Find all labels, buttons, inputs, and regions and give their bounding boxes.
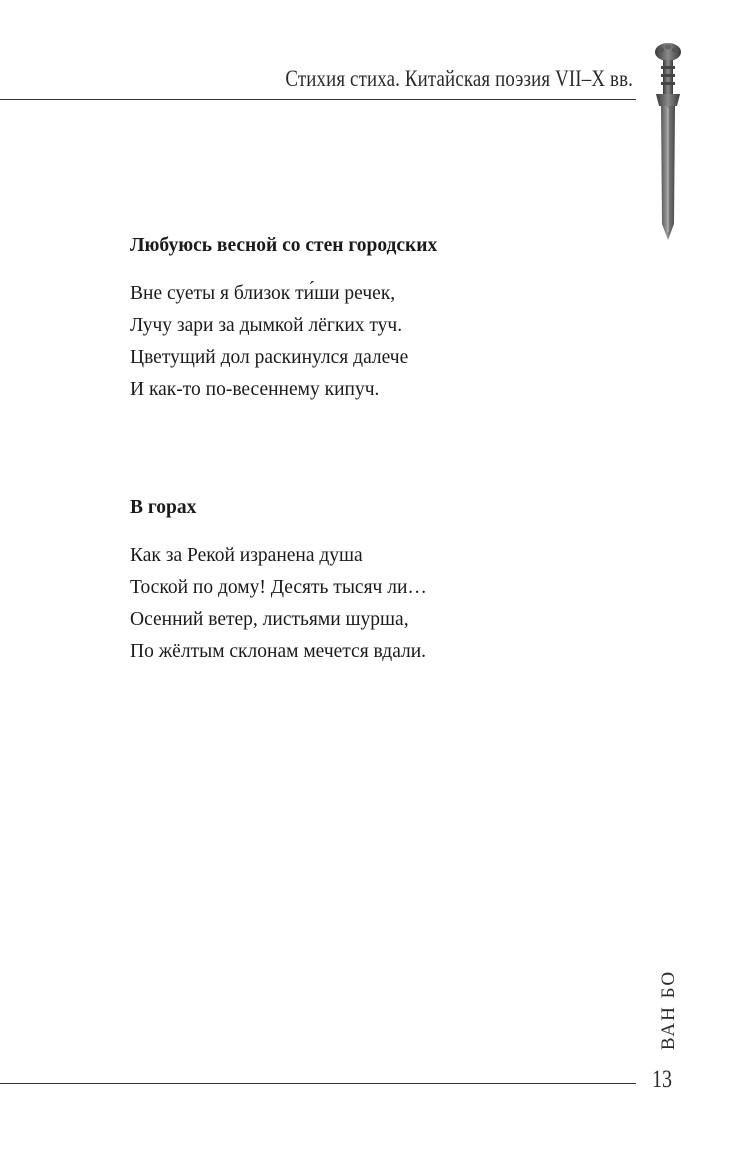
- running-header: Стихия стиха. Китайская поэзия VII–X вв.: [285, 66, 633, 91]
- author-name: ВАН БО: [658, 969, 680, 1051]
- poem-line: Лучу зари за дымкой лёгких туч.: [130, 315, 403, 336]
- poem: [130, 234, 610, 406]
- poem-title: В горах: [130, 497, 197, 518]
- poem-line: Тоской по дому! Десять тысяч ли…: [130, 577, 427, 598]
- footer-rule: [0, 1083, 636, 1084]
- poem-line: Вне суеты я близок ти́ши речек,: [130, 283, 396, 304]
- poem-line: Осенний ветер, листьями шурша,: [130, 609, 409, 630]
- page-number: 13: [652, 1066, 672, 1093]
- author-side-label: [655, 965, 683, 1055]
- poem-line: По жёлтым склонам мечется вдали.: [130, 641, 427, 662]
- header-rule: [0, 99, 636, 100]
- ancient-sword-icon: [648, 42, 688, 242]
- poem-line: И как-то по-весеннему кипуч.: [130, 379, 380, 400]
- poem: [130, 496, 610, 668]
- poem-title: Любуюсь весной со стен городских: [130, 235, 438, 256]
- poem-line: Цветущий дол раскинулся далече: [130, 347, 409, 368]
- poem-line: Как за Рекой изранена душа: [130, 545, 363, 566]
